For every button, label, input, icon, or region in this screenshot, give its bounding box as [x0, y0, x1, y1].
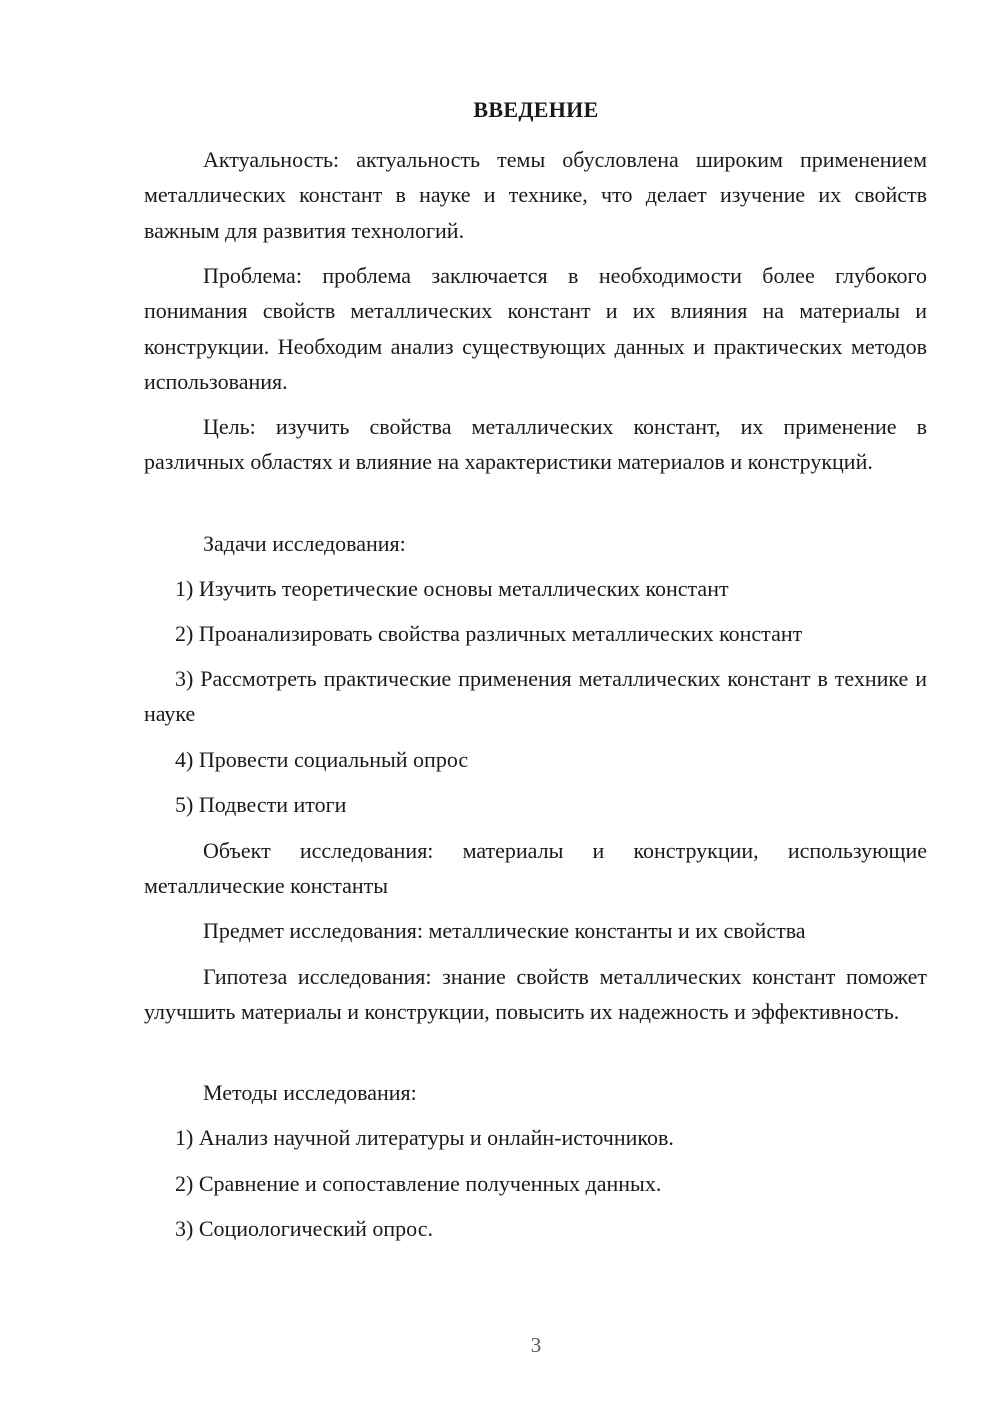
- list-item-method-2: 2) Сравнение и сопоставление полученных данных.: [175, 1171, 662, 1196]
- paragraph-object: Объект исследования: материалы и конструкции, использующие металлические константы: [144, 838, 927, 899]
- paragraph-subject: Предмет исследования: металлические константы и их свойства: [203, 918, 806, 943]
- paragraph-hypothesis: Гипотеза исследования: знание свойств металлических констант поможет улучшить материалы и конструкции, повысить их надежность и эффективность.: [144, 964, 927, 1025]
- list-item-method-3: 3) Социологический опрос.: [175, 1216, 433, 1241]
- list-item-task-2: 2) Проанализировать свойства различных металлических констант: [175, 621, 803, 646]
- paragraph-relevance: Актуальность: актуальность темы обусловлена широким применением металлических констант в науке и технике, что делает изучение их свойств важным для развития технологий.: [144, 147, 927, 243]
- paragraph-tasks-heading: Задачи исследования:: [203, 531, 406, 556]
- page-number: 3: [530, 1333, 542, 1357]
- list-item-task-1: 1) Изучить теоретические основы металлических констант: [175, 576, 729, 601]
- list-item-task-3: 3) Рассмотреть практические применения металлических констант в технике и науке: [144, 666, 927, 727]
- paragraph-methods-heading: Методы исследования:: [203, 1080, 417, 1105]
- paragraph-goal: Цель: изучить свойства металлических констант, их применение в различных областях и влияние на характеристики материалов и конструкций.: [144, 414, 927, 475]
- paragraph-problem: Проблема: проблема заключается в необходимости более глубокого понимания свойств металлических констант и их влияния на материалы и конструкции. Необходим анализ существующих данных и практических методов использования.: [144, 263, 927, 395]
- list-item-task-4: 4) Провести социальный опрос: [175, 747, 469, 772]
- list-item-method-1: 1) Анализ научной литературы и онлайн-источников.: [175, 1125, 674, 1150]
- list-item-task-5: 5) Подвести итоги: [175, 792, 347, 817]
- page-title: ВВЕДЕНИЕ: [473, 97, 599, 122]
